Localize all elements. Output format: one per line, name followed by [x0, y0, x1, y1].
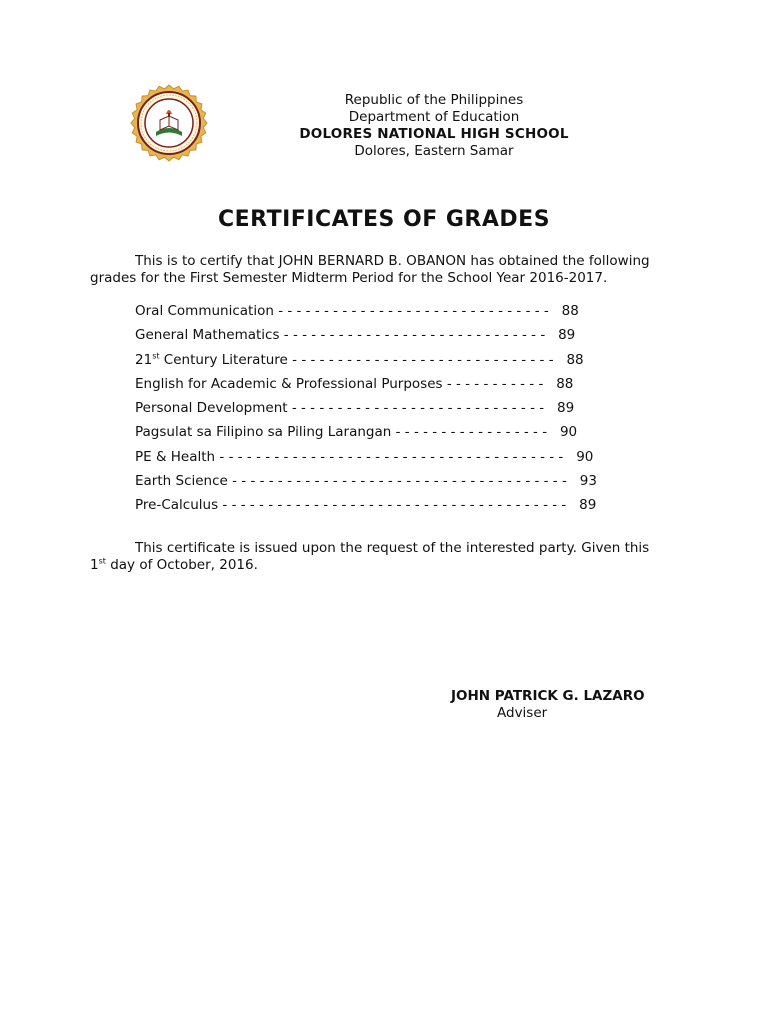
grade-subject: Earth Science	[135, 473, 228, 490]
grade-subject-superscript: st	[152, 351, 160, 361]
grade-leader-dashes: - - - - - - - - - - - - - - - - - - - - - - - - - - - - - -	[273, 303, 549, 319]
grade-row	[135, 473, 655, 497]
grade-subject-prefix: 21	[135, 351, 153, 368]
grade-value: 89	[558, 327, 576, 344]
grade-value: 93	[579, 473, 597, 490]
grade-subject: Pagsulat sa Filipino sa Piling Larangan	[135, 424, 392, 441]
grade-subject: Pre-Calculus	[135, 497, 219, 514]
grade-value: 90	[559, 424, 578, 441]
grade-value: 89	[579, 497, 597, 514]
grade-subject: PE & Health	[135, 448, 216, 465]
intro-line-1: This is to certify that JOHN BERNARD B. OBANON has obtained the following	[135, 253, 650, 269]
grade-subject: General Mathematics	[135, 327, 280, 344]
closing-line-2: 1st day of October, 2016.	[90, 556, 258, 573]
grade-row	[135, 497, 655, 521]
grade-value: 90	[576, 448, 594, 465]
intro-paragraph	[90, 253, 690, 287]
grade-leader-dashes: - - - - - - - - - - - - - - - - - - - - - - - - - - - - - - - - - - - - - -	[215, 448, 564, 465]
header-school-name: DOLORES NATIONAL HIGH SCHOOL	[299, 126, 569, 142]
grade-value: 88	[561, 303, 579, 319]
grade-leader-dashes: - - - - - - - - - - - - - - - - - - - - - - - - - - - - -	[287, 351, 554, 368]
grade-row	[135, 327, 655, 351]
grade-value: 88	[556, 375, 574, 392]
grade-value: 89	[557, 400, 575, 417]
document-title: CERTIFICATES OF GRADES	[217, 207, 551, 232]
grade-row	[135, 400, 655, 424]
intro-line-2: grades for the First Semester Midterm Period for the School Year 2016-2017.	[90, 270, 608, 286]
grade-row	[135, 303, 655, 327]
grade-leader-dashes: - - - - - - - - - - - - - - - - - - - - - - - - - - - - -	[279, 327, 546, 344]
grade-row	[135, 376, 655, 400]
header-department: Department of Education	[348, 109, 520, 125]
signatory-role: Adviser	[497, 705, 548, 721]
header-republic: Republic of the Philippines	[344, 92, 524, 108]
grade-leader-dashes: - - - - - - - - - - - - - - - - - - - - - - - - - - - -	[287, 400, 545, 417]
grade-leader-dashes: - - - - - - - - - - - - - - - - -	[391, 424, 548, 441]
grade-leader-dashes: - - - - - - - - - - -	[442, 375, 544, 392]
grade-subject: Oral Communication	[135, 303, 274, 319]
closing-line-1: This certificate is issued upon the request of the interested party. Given this	[135, 540, 650, 556]
grade-row	[135, 449, 655, 473]
grade-subject: Century Literature	[159, 351, 288, 368]
closing-paragraph	[90, 540, 690, 574]
grade-leader-dashes: - - - - - - - - - - - - - - - - - - - - - - - - - - - - - - - - - - - - -	[227, 473, 567, 490]
grade-row	[135, 352, 655, 376]
header-school-address: Dolores, Eastern Samar	[354, 143, 514, 159]
signatory-name: JOHN PATRICK G. LAZARO	[451, 688, 645, 704]
grades-list	[135, 303, 655, 522]
grade-subject: English for Academic & Professional Purposes	[135, 375, 443, 392]
grade-row	[135, 424, 655, 448]
grade-value: 88	[566, 351, 584, 368]
grade-leader-dashes: - - - - - - - - - - - - - - - - - - - - - - - - - - - - - - - - - - - - - -	[218, 497, 567, 514]
grade-subject: Personal Development	[135, 400, 288, 417]
